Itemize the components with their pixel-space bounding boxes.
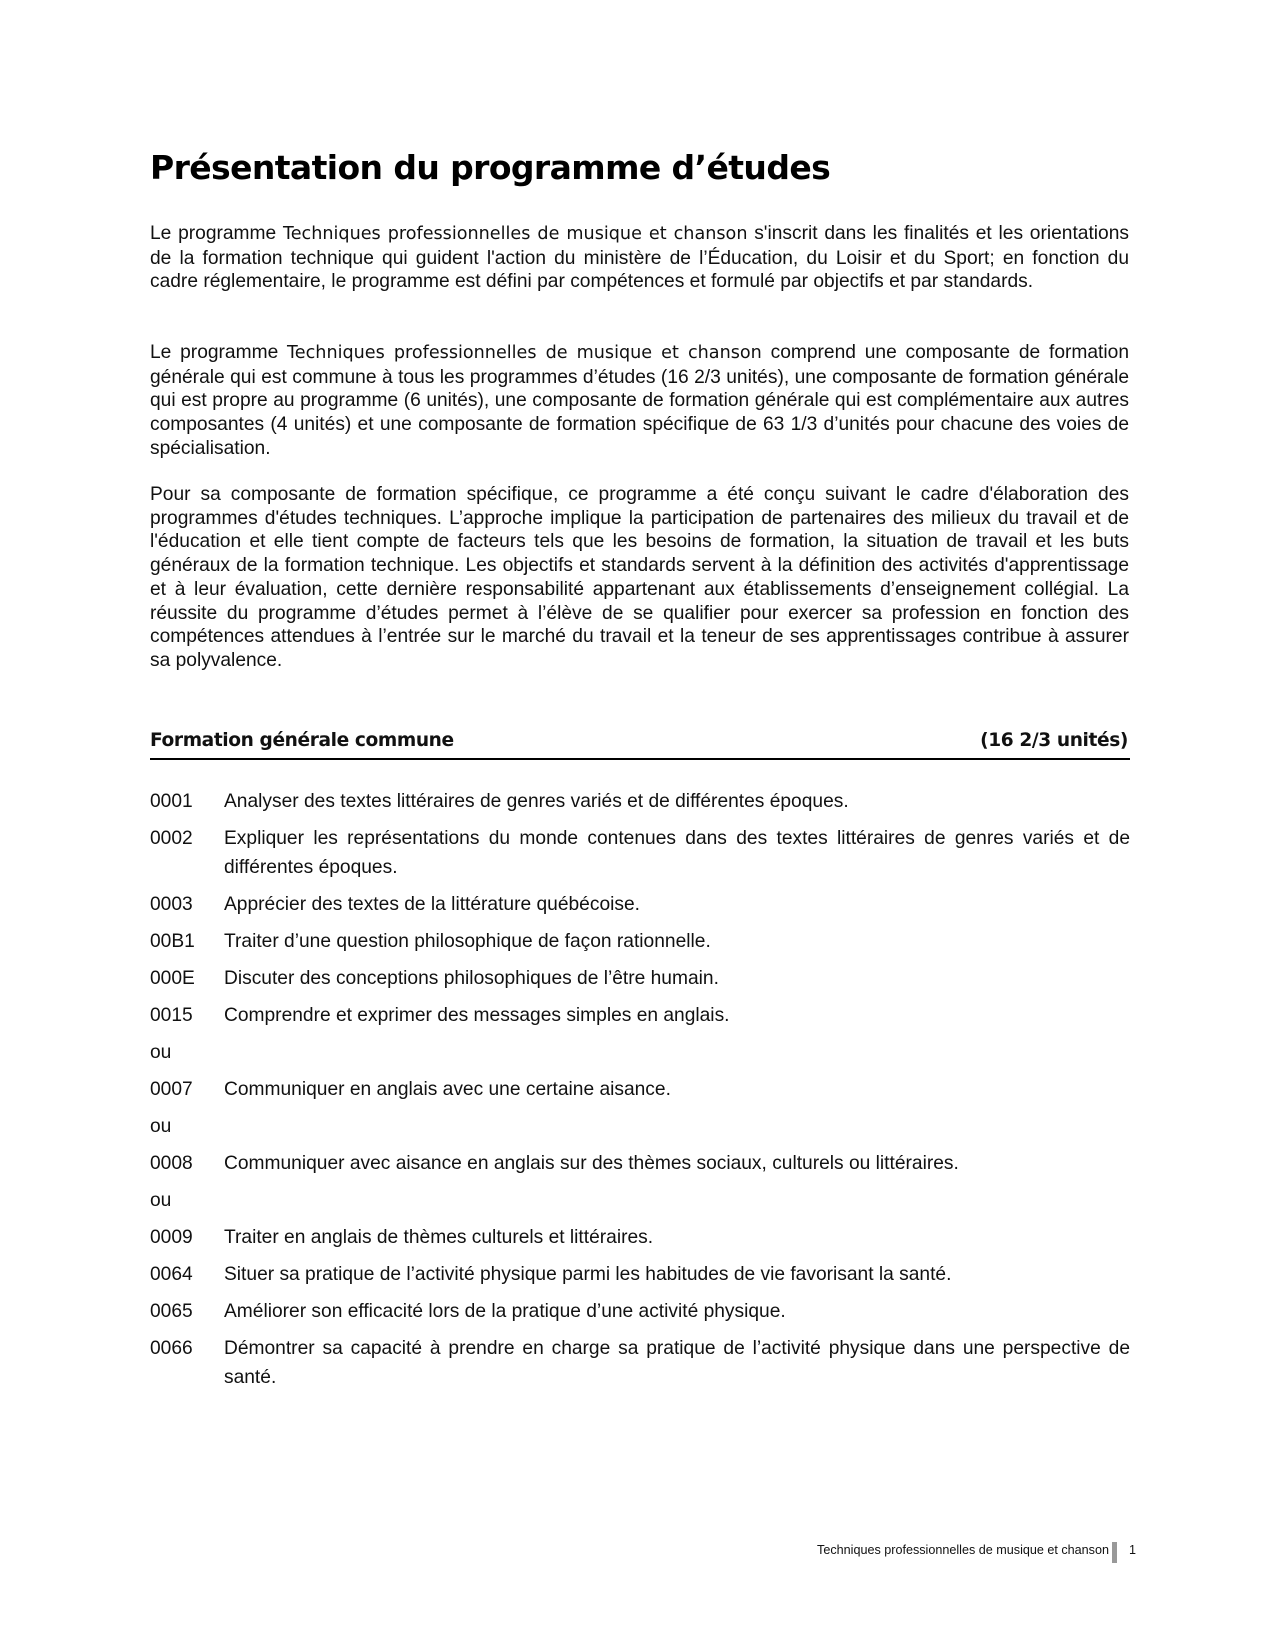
item-text: Apprécier des textes de la littérature québécoise. xyxy=(224,894,640,915)
list-item xyxy=(150,890,1130,919)
or-label: ou xyxy=(150,1190,172,1211)
item-text: Traiter en anglais de thèmes culturels et littéraires. xyxy=(224,1227,654,1248)
program-name: Techniques professionnelles de musique et chanson xyxy=(282,224,748,244)
item-code: 0001 xyxy=(150,791,193,812)
page-number: 1 xyxy=(1129,1543,1137,1557)
paragraph-text: comprend une composante de formation générale qui est commune à tous les programmes d’études (16 2/3 unités), une composante de formation générale qui est propre au programme (6 unités), une composante de formation générale qui est complémentaire aux autres composantes (4 unités) et une composante de formation spécifique de 63 1/3 d’unités pour chacune des voies de spécialisation. xyxy=(150,342,1129,459)
item-text: Démontrer sa capacité à prendre en charge sa pratique de l’activité physique dans une perspective de santé. xyxy=(224,1338,1130,1388)
list-item xyxy=(150,1297,1130,1326)
alternative-separator xyxy=(150,1112,1130,1141)
item-code: 0007 xyxy=(150,1079,193,1100)
or-label: ou xyxy=(150,1042,172,1063)
item-text: Discuter des conceptions philosophiques de l’être humain. xyxy=(224,968,719,989)
competency-list xyxy=(150,787,1130,1400)
paragraph-text: Le programme xyxy=(150,223,283,244)
running-title: Techniques professionnelles de musique et chanson xyxy=(817,1543,1109,1557)
item-code: 0015 xyxy=(150,1005,193,1026)
item-code: 0009 xyxy=(150,1227,193,1248)
list-item xyxy=(150,1260,1130,1289)
item-text: Améliorer son efficacité lors de la pratique d’une activité physique. xyxy=(224,1301,786,1322)
item-code: 0003 xyxy=(150,894,193,915)
list-item xyxy=(150,824,1130,882)
item-text: Communiquer avec aisance en anglais sur des thèmes sociaux, culturels ou littéraires. xyxy=(224,1153,959,1174)
page-title: Présentation du programme d’études xyxy=(150,148,831,187)
section-heading: Formation générale commune xyxy=(150,730,454,751)
page-footer xyxy=(0,1539,1275,1563)
list-item xyxy=(150,964,1130,993)
item-text xyxy=(224,1186,1130,1215)
list-item xyxy=(150,1075,1130,1104)
item-text: Comprendre et exprimer des messages simples en anglais. xyxy=(224,1005,730,1026)
intro-paragraph-2 xyxy=(150,341,1129,461)
item-text: Communiquer en anglais avec une certaine aisance. xyxy=(224,1079,671,1100)
list-item xyxy=(150,1334,1130,1392)
section-header xyxy=(150,728,1130,760)
paragraph-text: Le programme xyxy=(150,342,288,363)
section-units: (16 2/3 unités) xyxy=(980,730,1128,751)
item-code: 0008 xyxy=(150,1153,193,1174)
program-name: Techniques professionnelles de musique et chanson xyxy=(287,343,762,363)
footer-divider-bar xyxy=(1112,1542,1117,1563)
item-code: 0064 xyxy=(150,1264,193,1285)
item-text: Analyser des textes littéraires de genres variés et de différentes époques. xyxy=(224,791,849,812)
item-code: 00B1 xyxy=(150,931,195,952)
item-code: 000E xyxy=(150,968,195,989)
intro-paragraph-3: Pour sa composante de formation spécifique, ce programme a été conçu suivant le cadre d'élaboration des programmes d'études techniques. L’approche implique la participation de partenaires des milieux du travail et de l'éducation et elle tient compte de facteurs tels que les besoins de formation, la situation de travail et les buts généraux de la formation technique. Les objectifs et standards servent à la définition des activités d'apprentissage et à leur évaluation, cette dernière responsabilité appartenant aux établissements d’enseignement collégial. La réussite du programme d’études permet à l’élève de se qualifier pour exercer sa profession en fonction des compétences attendues à l’entrée sur le marché du travail et la teneur de ses apprentissages contribue à assurer sa polyvalence. xyxy=(150,484,1129,671)
item-text: Expliquer les représentations du monde contenues dans des textes littéraires de genres variés et de différentes époques. xyxy=(224,828,1130,878)
list-item xyxy=(150,1001,1130,1030)
intro-paragraph-1 xyxy=(150,222,1129,294)
paragraph-text: s'inscrit dans les finalités et les orientations de la formation technique qui guident l'action du ministère de l’Éducation, du Loisir et du Sport; en fonction du cadre réglementaire, le programme est défini par compétences et formulé par objectifs et par standards. xyxy=(150,223,1129,293)
item-code: 0066 xyxy=(150,1338,193,1359)
list-item xyxy=(150,1223,1130,1252)
alternative-separator xyxy=(150,1186,1130,1215)
list-item xyxy=(150,787,1130,816)
item-text xyxy=(224,1038,1130,1067)
list-item xyxy=(150,1149,1130,1178)
item-code: 0002 xyxy=(150,828,193,849)
item-text: Situer sa pratique de l’activité physique parmi les habitudes de vie favorisant la santé. xyxy=(224,1264,952,1285)
or-label: ou xyxy=(150,1116,172,1137)
item-code: 0065 xyxy=(150,1301,193,1322)
item-text xyxy=(224,1112,1130,1141)
alternative-separator xyxy=(150,1038,1130,1067)
list-item xyxy=(150,927,1130,956)
item-text: Traiter d’une question philosophique de façon rationnelle. xyxy=(224,931,711,952)
